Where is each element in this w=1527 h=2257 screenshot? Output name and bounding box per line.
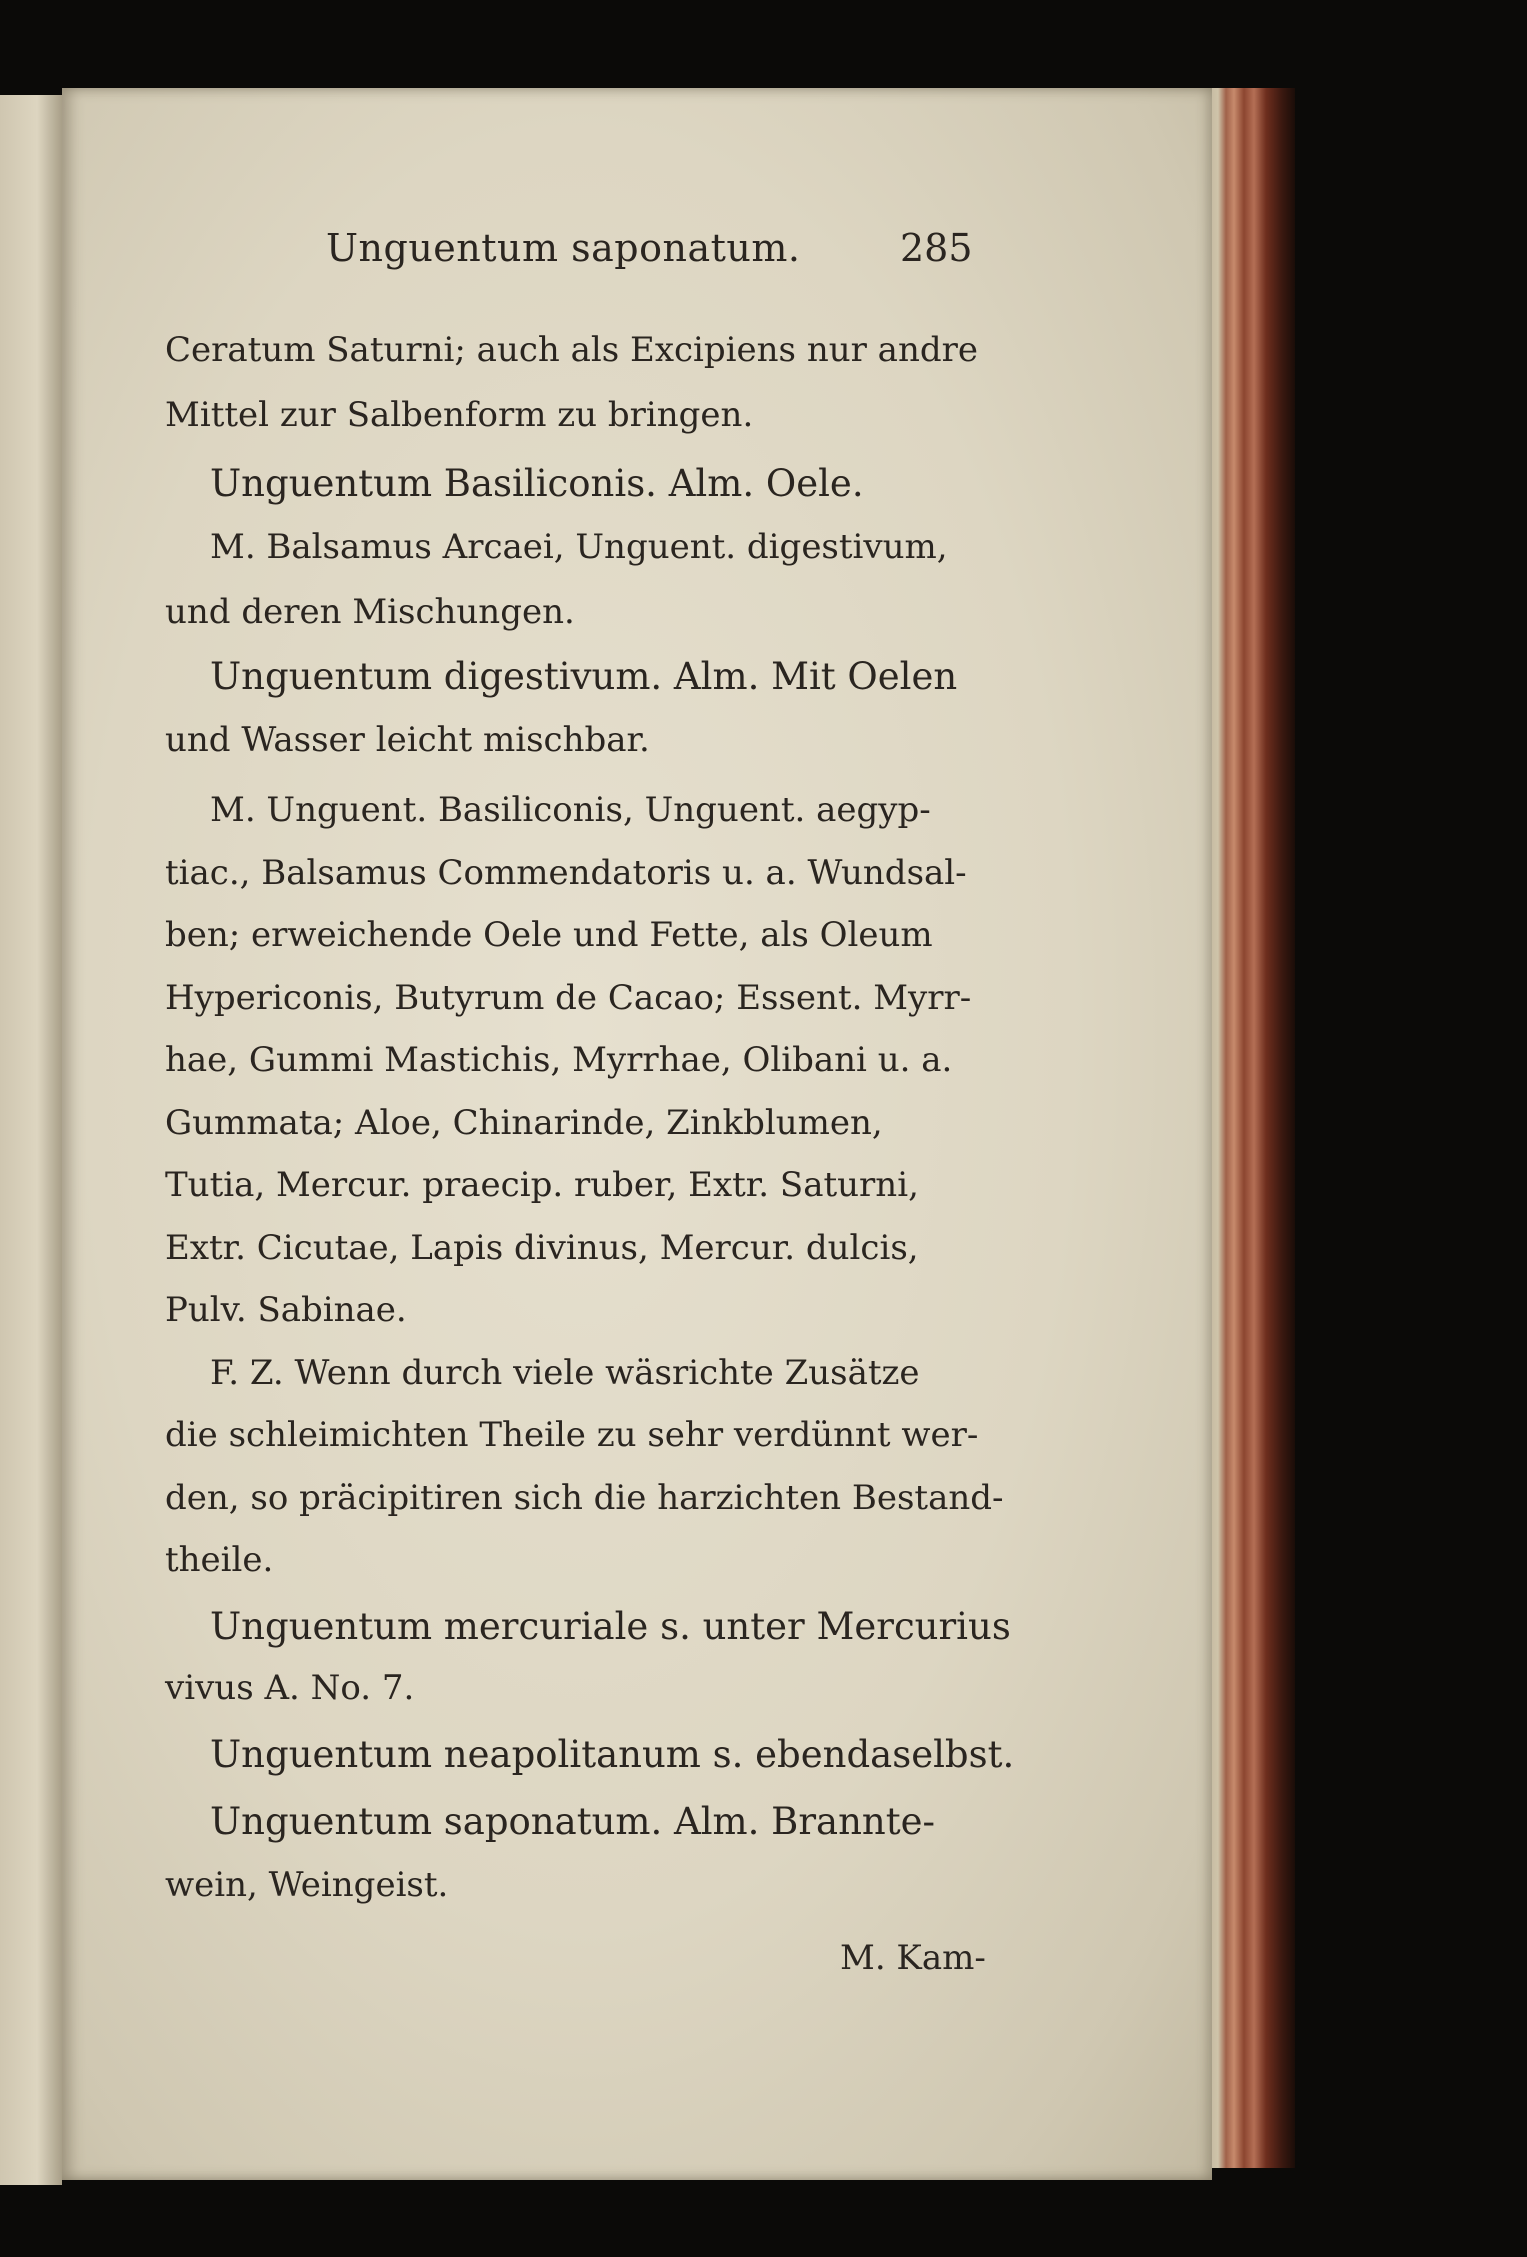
running-title: Unguentum saponatum. (326, 226, 801, 270)
text-line: M. Balsamus Arcaei, Unguent. digestivum, (210, 527, 948, 567)
text-line: und Wasser leicht mischbar. (165, 720, 650, 760)
text-line: Mittel zur Salbenform zu bringen. (165, 395, 754, 435)
text-line: Pulv. Sabinae. (165, 1290, 407, 1330)
text-line: hae, Gummi Mastichis, Myrrhae, Olibani u. a. (165, 1040, 953, 1080)
catchword: M. Kam- (840, 1938, 986, 1978)
text-line: den, so präcipitiren sich die harzichten Bestand- (165, 1478, 1004, 1518)
entry-heading: Unguentum Basiliconis. Alm. Oele. (210, 462, 864, 505)
text-line: die schleimichten Theile zu sehr verdünnt wer- (165, 1415, 979, 1455)
text-line: Hypericonis, Butyrum de Cacao; Essent. Myrr- (165, 978, 972, 1018)
text-line: Gummata; Aloe, Chinarinde, Zinkblumen, (165, 1103, 883, 1143)
text-line: theile. (165, 1540, 274, 1580)
entry-heading: Unguentum saponatum. Alm. Brannte- (210, 1800, 936, 1843)
text-line: tiac., Balsamus Commendatoris u. a. Wundsal- (165, 853, 967, 893)
text-line: ben; erweichende Oele und Fette, als Oleum (165, 915, 933, 955)
text-line: F. Z. Wenn durch viele wäsrichte Zusätze (210, 1353, 920, 1393)
text-line: und deren Mischungen. (165, 592, 575, 632)
text-line: Extr. Cicutae, Lapis divinus, Mercur. dulcis, (165, 1228, 919, 1268)
text-line: M. Unguent. Basiliconis, Unguent. aegyp- (210, 790, 931, 830)
entry-heading: Unguentum mercuriale s. unter Mercurius (210, 1605, 1011, 1648)
adjacent-page-edge (0, 95, 62, 2185)
text-line: wein, Weingeist. (165, 1865, 449, 1905)
page-number: 285 (900, 226, 973, 270)
book-edge (1200, 88, 1295, 2168)
entry-heading: Unguentum digestivum. Alm. Mit Oelen (210, 655, 958, 698)
text-line: Tutia, Mercur. praecip. ruber, Extr. Saturni, (165, 1165, 919, 1205)
entry-heading: Unguentum neapolitanum s. ebendaselbst. (210, 1733, 1015, 1776)
text-line: vivus A. No. 7. (165, 1668, 415, 1708)
text-line: Ceratum Saturni; auch als Excipiens nur andre (165, 330, 978, 370)
